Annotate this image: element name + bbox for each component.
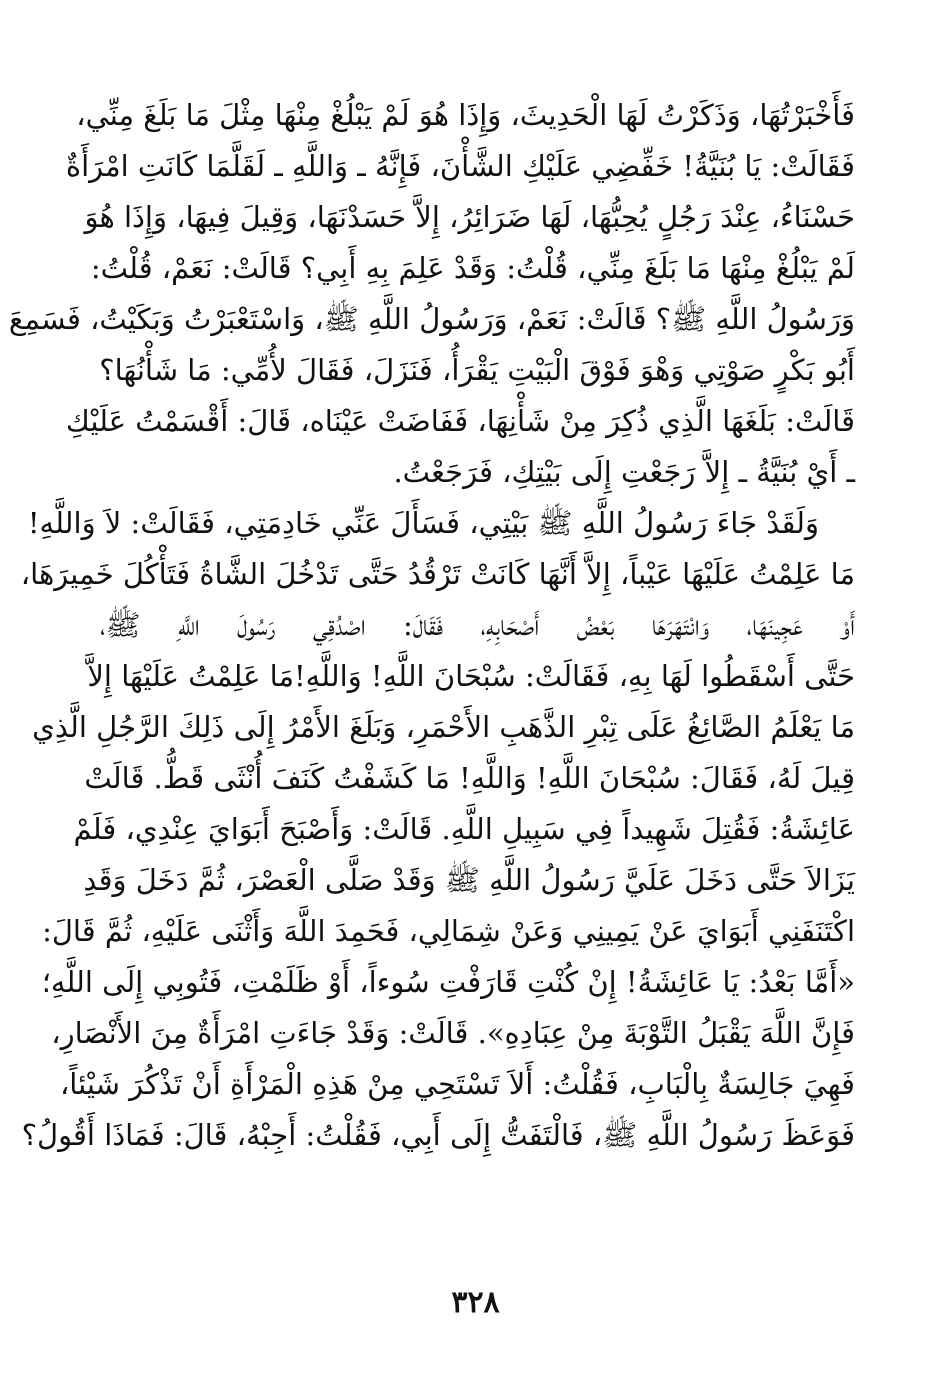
text-line: وَلَقَدْ جَاءَ رَسُولُ اللَّهِ ﷺ بَيْتِي، فَسَأَلَ عَنِّي خَادِمَتِي، فَقَالَتْ: لاَ وَاللَّهِ! [27,506,819,540]
text-line: فَقَالَتْ: يَا بُنَيَّةُ! خَفِّضِي عَلَيْكِ الشَّأْنَ، فَإِنَّهُ ـ وَاللَّهِ ـ لَقَلَّمَا كَانَتِ امْرَأَةٌ [65,149,855,183]
text-line: ـ أَيْ بُنَيَّةُ ـ إِلاَّ رَجَعْتِ إِلَى بَيْتِكِ، فَرَجَعْتُ. [393,455,855,489]
text-line: يَزَالاَ حَتَّى دَخَلَ عَلَيَّ رَسُولُ اللَّهِ ﷺ وَقَدْ صَلَّى الْعَصْرَ، ثُمَّ دَخَلَ وَقَدِ [83,863,855,897]
text-line: فَوَعَظَ رَسُولُ اللَّهِ ﷺ، فَالْتَفَتُّ إِلَى أَبِي، فَقُلْتُ: أَجِبْهُ، قَالَ: فَمَاذَا أَقُولُ؟ [21,1118,855,1152]
paragraph-1 [8,90,855,498]
text-line: مَا يَعْلَمُ الصَّائِغُ عَلَى تِبْرِ الذَّهَبِ الأَحْمَرِ، وَبَلَغَ الأَمْرُ إِلَى ذَلِكَ الرَّجُلِ الَّذِي [32,710,855,744]
text-line: أَبُو بَكْرٍ صَوْتِي وَهْوَ فَوْقَ الْبَيْتِ يَقْرَأُ، فَنَزَلَ، فَقَالَ لأُمِّي: مَا شَأْنُهَا؟ [99,353,855,387]
paragraph-2 [20,498,855,1161]
text-line: لَمْ يَبْلُغْ مِنْهَا مَا بَلَغَ مِنِّي، قُلْتُ: وَقَدْ عَلِمَ بِهِ أَبِي؟ قَالَتْ: نَعَمْ، قُلْتُ: [90,251,855,285]
text-line: مَا عَلِمْتُ عَلَيْهَا عَيْباً، إِلاَّ أَنَّهَا كَانَتْ تَرْقُدُ حَتَّى تَدْخُلَ الشَّاةُ فَتَأْكُلَ خَمِيرَهَا، [20,557,855,591]
text-line: اكْتَنَفَنِي أَبَوَايَ عَنْ يَمِينِي وَعَنْ شِمَالِي، فَحَمِدَ اللَّهَ وَأَثْنَى عَلَيْهِ، ثُمَّ قَالَ: [42,914,855,948]
text-line: أَوْ عَجِينَهَا، وَانْتَهَرَهَا بَعْضُ أَصْحَابِهِ، فَقَالَ: اصْدُقِي رَسُولَ اللَّهِ ﷺ، [100,608,855,642]
page-number: ٣٢٨ [451,1285,500,1320]
text-line: حَتَّى أَسْقَطُوا لَهَا بِهِ، فَقَالَتْ: سُبْحَانَ اللَّهِ! وَاللَّهِ!مَا عَلِمْتُ عَلَيْهَا إِلاَّ [87,659,855,693]
text-line: قَالَتْ: بَلَغَهَا الَّذِي ذُكِرَ مِنْ شَأْنِهَا، فَفَاضَتْ عَيْنَاه، قَالَ: أَقْسَمْتُ عَلَيْكِ [65,404,855,438]
text-line: قِيلَ لَهُ، فَقَالَ: سُبْحَانَ اللَّهِ! وَاللَّهِ! مَا كَشَفْتُ كَنَفَ أُنْثَى قَطُّ. قَالَتْ [84,761,855,795]
text-line: وَرَسُولُ اللَّهِ ﷺ؟ قَالَتْ: نَعَمْ، وَرَسُولُ اللَّهِ ﷺ، وَاسْتَعْبَرْتُ وَبَكَيْتُ، فَسَمِعَ [8,302,855,336]
page-body [8,90,855,1161]
text-line: فَأَخْبَرْتُهَا، وَذَكَرْتُ لَهَا الْحَدِيثَ، وَإِذَا هُوَ لَمْ يَبْلُغْ مِنْهَا مِثْلَ مَا بَلَغَ مِنِّي، [76,98,855,132]
text-line: «أَمَّا بَعْدُ: يَا عَائِشَةُ! إِنْ كُنْتِ قَارَفْتِ سُوءاً، أَوْ ظَلَمْتِ، فَتُوبِي إِلَى اللَّهِ؛ [41,965,855,999]
text-line: فَهِيَ جَالِسَةٌ بِالْبَابِ، فَقُلْتُ: أَلاَ تَسْتَحِي مِنْ هَذِهِ الْمَرْأَةِ أَنْ تَذْكُرَ شَيْئاً، [59,1067,855,1101]
text-line: عَائِشَةُ: فَقُتِلَ شَهِيداً فِي سَبِيلِ اللَّهِ. قَالَتْ: وَأَصْبَحَ أَبَوَايَ عِنْدِي، فَلَمْ [73,812,855,846]
text-line: حَسْنَاءُ، عِنْدَ رَجُلٍ يُحِبُّهَا، لَهَا ضَرَائِرُ، إِلاَّ حَسَدْنَهَا، وَقِيلَ فِيهَا، وَإِذَا هُوَ [84,200,855,234]
text-line: فَإِنَّ اللَّهَ يَقْبَلُ التَّوْبَةَ مِنْ عِبَادِهِ». قَالَتْ: وَقَدْ جَاءَتِ امْرَأَةٌ مِنَ الأَنْصَارِ، [51,1016,855,1050]
